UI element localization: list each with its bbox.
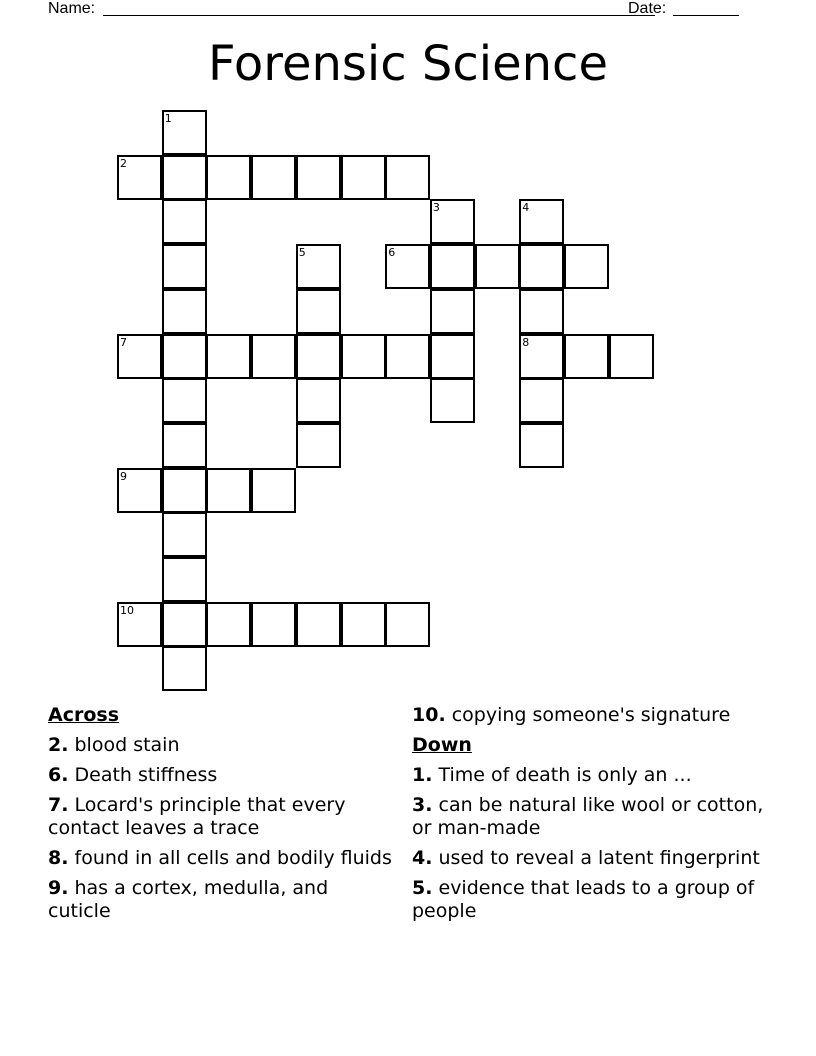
clue-down-4 [412,847,782,870]
crossword-cell[interactable] [251,334,296,379]
cell-clue-number: 5 [298,246,306,260]
clue-across-8 [48,847,393,870]
crossword-cell[interactable] [385,155,430,200]
clue-text: blood stain [74,734,180,756]
clue-down-5 [412,877,782,923]
cell-clue-number: 9 [120,469,127,483]
crossword-cell[interactable] [162,512,207,557]
clue-number: 2. [48,734,69,756]
clue-text: Locard's principle that every contact leaves a trace [48,794,346,839]
crossword-cell[interactable] [519,334,564,379]
crossword-cell[interactable] [430,199,475,244]
crossword-cell[interactable] [341,602,386,647]
clue-across-2 [48,734,393,757]
crossword-cell[interactable] [162,602,207,647]
crossword-cell[interactable] [162,289,207,334]
clue-text: used to reveal a latent fingerprint [438,847,760,869]
crossword-cell[interactable] [519,378,564,423]
clue-number: 10. [412,704,446,726]
crossword-cell[interactable] [251,468,296,513]
crossword-cell[interactable] [564,244,609,289]
crossword-cell[interactable] [251,602,296,647]
crossword-cell[interactable] [296,423,341,468]
crossword-cell[interactable] [162,244,207,289]
cell-clue-number: 6 [388,246,396,260]
crossword-cell[interactable] [206,155,251,200]
cell-clue-number: 8 [522,335,530,349]
crossword-cell[interactable] [162,334,207,379]
crossword-cell[interactable] [385,602,430,647]
crossword-cell[interactable] [475,244,520,289]
crossword-cell[interactable] [206,468,251,513]
clue-number: 9. [48,877,69,899]
crossword-cell[interactable] [519,289,564,334]
crossword-cell[interactable] [296,602,341,647]
crossword-cell[interactable] [519,244,564,289]
crossword-cell[interactable] [296,378,341,423]
clue-number: 4. [412,847,433,869]
crossword-cell[interactable] [162,646,207,691]
crossword-cell[interactable] [341,155,386,200]
cell-clue-number: 4 [522,201,530,215]
cell-clue-number: 2 [120,156,127,170]
crossword-cell[interactable] [117,602,162,647]
clue-text: evidence that leads to a group of people [412,877,755,922]
crossword-cell[interactable] [162,378,207,423]
clue-number: 3. [412,794,433,816]
crossword-cell[interactable] [430,289,475,334]
crossword-cell[interactable] [385,334,430,379]
crossword-cell[interactable] [296,289,341,334]
clue-number: 7. [48,794,69,816]
cell-clue-number: 1 [164,112,172,125]
clues-right-column [412,704,782,930]
down-heading: Down [412,734,472,756]
crossword-cell[interactable] [162,199,207,244]
crossword-cell[interactable] [296,155,341,200]
across-heading: Across [48,704,120,726]
clue-number: 6. [48,764,69,786]
clue-number: 8. [48,847,69,869]
clue-text: found in all cells and bodily fluids [74,847,392,869]
clue-text: has a cortex, medulla, and cuticle [48,877,329,922]
crossword-cell[interactable] [206,334,251,379]
page-title: Forensic Science [208,36,608,92]
clue-number: 5. [412,877,433,899]
clue-text: Death stiffness [74,764,218,786]
crossword-cell[interactable] [251,155,296,200]
crossword-cell[interactable] [564,334,609,379]
clue-across-10 [412,704,782,727]
clue-across-9 [48,877,393,923]
crossword-cell[interactable] [206,602,251,647]
crossword-cell[interactable] [117,334,162,379]
clue-number: 1. [412,764,433,786]
crossword-cell[interactable] [519,199,564,244]
crossword-cell[interactable] [296,244,341,289]
crossword-cell[interactable] [162,423,207,468]
clue-text: copying someone's signature [451,704,731,726]
name-label: Name: [48,0,96,17]
clue-text: can be natural like wool or cotton, or man-made [412,794,764,839]
crossword-cell[interactable] [296,334,341,379]
date-label: Date: [628,0,667,17]
crossword-cell[interactable] [430,244,475,289]
crossword-cell[interactable] [117,155,162,200]
crossword-cell[interactable] [162,557,207,602]
crossword-cell[interactable] [117,468,162,513]
clue-down-3 [412,794,782,840]
crossword-cell[interactable] [385,244,430,289]
crossword-cell[interactable] [430,334,475,379]
crossword-cell[interactable] [341,334,386,379]
cell-clue-number: 7 [120,335,127,349]
clue-across-6 [48,764,393,787]
crossword-cell[interactable] [430,378,475,423]
clue-down-1 [412,764,782,787]
crossword-cell[interactable] [162,155,207,200]
cell-clue-number: 3 [432,201,440,215]
clue-text: Time of death is only an ... [438,764,692,786]
crossword-cell[interactable] [609,334,654,379]
cell-clue-number: 10 [120,603,134,617]
clue-across-7 [48,794,393,840]
clues-left-column [48,704,393,930]
crossword-cell[interactable] [162,110,207,155]
crossword-cell[interactable] [162,468,207,513]
crossword-cell[interactable] [519,423,564,468]
